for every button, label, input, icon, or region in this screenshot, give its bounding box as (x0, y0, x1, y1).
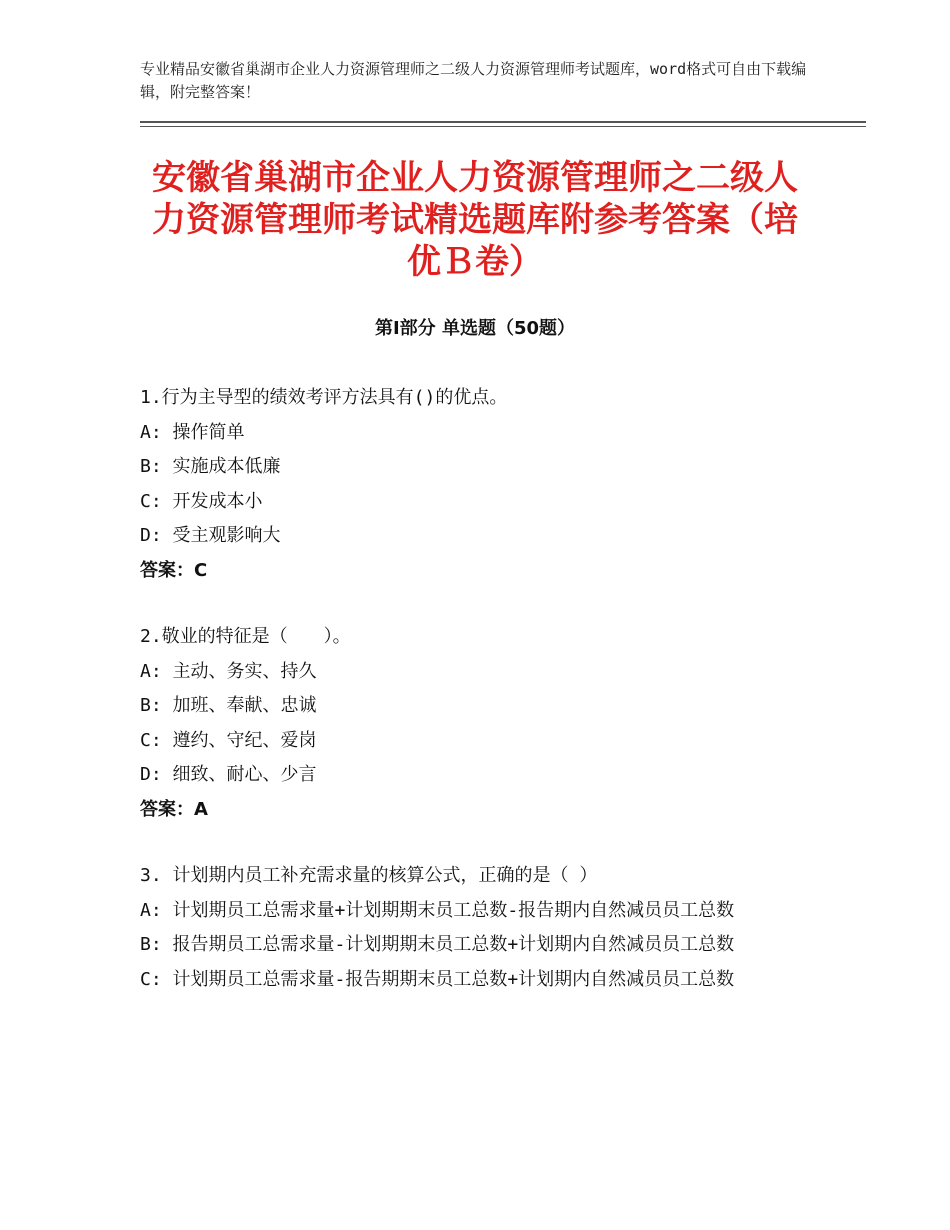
section-title: 第Ⅰ部分 单选题（50题） (374, 318, 575, 339)
question-stem: 3. 计划期内员工补充需求量的核算公式，正确的是（ ） (140, 865, 598, 886)
option-a: A: 操作简单 (140, 421, 245, 443)
option-d: D: 细致、耐心、少言 (140, 764, 317, 785)
question-stem: 2.敬业的特征是（ ）。 (140, 626, 351, 647)
question-stem: 1.行为主导型的绩效考评方法具有()的优点。 (140, 387, 508, 408)
header-divider-thick (140, 121, 866, 123)
option-b: B: 加班、奉献、忠诚 (140, 695, 317, 716)
question-3 (140, 859, 820, 997)
option-b: B: 实施成本低廉 (140, 456, 281, 477)
option-d: D: 受主观影响大 (140, 525, 281, 546)
question-2 (140, 620, 820, 827)
option-c: C: 开发成本小 (140, 490, 263, 512)
header-note: 专业精品安徽省巢湖市企业人力资源管理师之二级人力资源管理师考试题库，word格式可自由下载编辑，附完整答案！ (140, 60, 807, 101)
option-a: A: 计划期员工总需求量+计划期期末员工总数-报告期内自然减员员工总数 (140, 899, 735, 921)
document-title: 安徽省巢湖市企业人力资源管理师之二级人力资源管理师考试精选题库附参考答案（培优Ｂ卷） (152, 158, 798, 282)
question-1 (140, 381, 820, 588)
option-b: B: 报告期员工总需求量-计划期期末员工总数+计划期内自然减员员工总数 (140, 934, 735, 955)
answer: 答案：A (140, 798, 208, 820)
question-list (140, 381, 820, 1029)
header-divider-thin (140, 126, 866, 127)
option-a: A: 主动、务实、持久 (140, 660, 317, 682)
option-c: C: 计划期员工总需求量-报告期期末员工总数+计划期内自然减员员工总数 (140, 968, 735, 990)
answer: 答案：C (140, 559, 208, 581)
option-c: C: 遵约、守纪、爱岗 (140, 729, 317, 751)
